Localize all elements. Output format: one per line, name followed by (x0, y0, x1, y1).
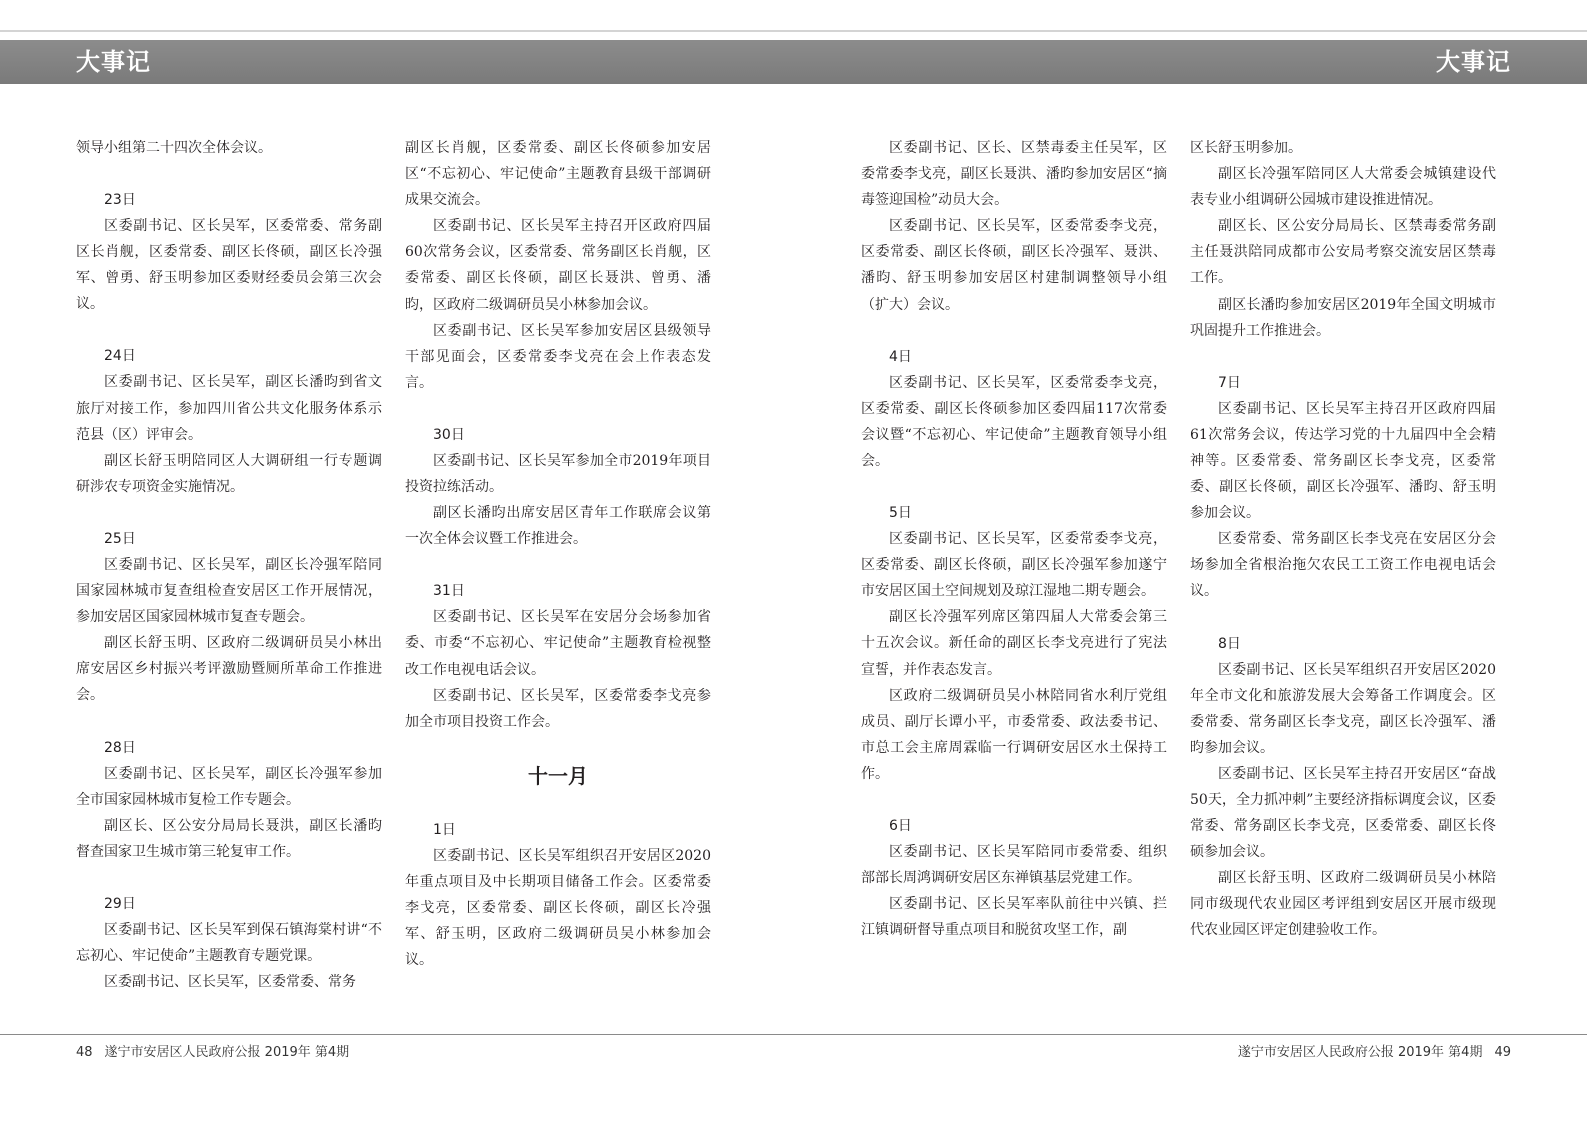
date-heading: 24日 (104, 348, 136, 365)
paragraph: 区政府二级调研员吴小林陪同省水利厅党组成员、副厅长谭小平，市委常委、政法委书记、市总工会主席周霖临一行调研安居区水土保持工作。 (861, 687, 1167, 782)
paragraph: 副区长舒玉明、区政府二级调研员吴小林陪同市级现代农业园区考评组到安居区开展市级现代农业园区评定创建验收工作。 (1190, 870, 1496, 939)
paragraph: 区委副书记、区长、区禁毒委主任吴军，区委常委李戈亮，副区长聂洪、潘昀参加安居区“摘毒签迎国检”动员大会。 (861, 140, 1167, 209)
date-heading: 6日 (889, 817, 912, 834)
date-heading: 29日 (104, 895, 136, 912)
paragraph: 区委副书记、区长吴军，区委常委、常务副区长肖舰，区委常委、副区长佟硕，副区长冷强军、曾勇、舒玉明参加区委财经委员会第三次会议。 (76, 218, 382, 313)
text-column-3 (861, 135, 1167, 943)
date-heading: 23日 (104, 192, 136, 209)
section-title-right: 大事记 (1436, 48, 1511, 76)
date-heading: 8日 (1218, 635, 1241, 652)
publication-info-right: 遂宁市安居区人民政府公报 2019年 第4期 (1237, 1045, 1483, 1060)
paragraph: 区委副书记、区长吴军参加安居区县级领导干部见面会，区委常委李戈亮在会上作表态发言。 (405, 322, 711, 391)
text-column-2 (405, 135, 711, 973)
paragraph: 区委副书记、区长吴军主持召开安居区“奋战50天，全力抓冲刺”主要经济指标调度会议，区委常委、常务副区长李戈亮，区委常委、副区长佟硕参加会议。 (1190, 765, 1496, 861)
date-heading: 30日 (433, 426, 465, 443)
paragraph: 领导小组第二十四次全体会议。 (76, 140, 272, 156)
paragraph: 副区长舒玉明、区政府二级调研员吴小林出席安居区乡村振兴考评激励暨厕所革命工作推进会。 (76, 635, 382, 704)
paragraph: 副区长、区公安分局局长、区禁毒委常务副主任聂洪陪同成都市公安局考察交流安居区禁毒工作。 (1190, 218, 1496, 287)
paragraph: 区委副书记、区长吴军陪同市委常委、组织部部长周鸿调研安居区东禅镇基层党建工作。 (861, 843, 1167, 887)
paragraph: 区委副书记、区长吴军组织召开安居区2020年重点项目及中长期项目储备工作会。区委常委李戈亮，区委常委、副区长佟硕，副区长冷强军、舒玉明，区政府二级调研员吴小林参加会议。 (405, 847, 711, 969)
paragraph: 副区长、区公安分局局长聂洪，副区长潘昀督查国家卫生城市第三轮复审工作。 (76, 817, 382, 860)
date-heading: 28日 (104, 739, 136, 756)
paragraph: 区委副书记、区长吴军，区委常委李戈亮参加全市项目投资工作会。 (405, 687, 711, 730)
footer-right (1238, 1041, 1511, 1060)
date-heading: 1日 (433, 821, 456, 838)
paragraph: 区委副书记、区长吴军，副区长冷强军陪同国家园林城市复查组检查安居区工作开展情况，参加安居区国家园林城市复查专题会。 (76, 556, 382, 626)
paragraph: 区委副书记、区长吴军，区委常委李戈亮，区委常委、副区长佟硕，副区长冷强军、聂洪、潘昀、舒玉明参加安居区村建制调整领导小组（扩大）会议。 (861, 218, 1167, 313)
text-column-4 (1190, 135, 1496, 944)
date-heading: 25日 (104, 530, 136, 547)
top-rule (0, 30, 1587, 32)
section-header-bar (0, 40, 1587, 84)
date-heading: 31日 (433, 583, 465, 600)
month-heading: 十一月 (528, 763, 588, 788)
paragraph: 区委副书记、区长吴军参加全市2019年项目投资拉练活动。 (405, 452, 711, 496)
paragraph: 区委副书记、区长吴军主持召开区政府四届60次常务会议，区委常委、常务副区长肖舰，区委常委、副区长佟硕，副区长聂洪、曾勇、潘昀，区政府二级调研员吴小林参加会议。 (405, 218, 711, 313)
date-heading: 4日 (889, 348, 912, 365)
paragraph: 区委副书记、区长吴军，区委常委、常务 (104, 974, 356, 991)
paragraph: 区委副书记、区长吴军，副区长潘昀到省文旅厅对接工作，参加四川省公共文化服务体系示范县（区）评审会。 (76, 374, 382, 443)
paragraph: 副区长冷强军陪同区人大常委会城镇建设代表专业小组调研公园城市建设推进情况。 (1190, 166, 1496, 209)
page-number-right: 49 (1494, 1045, 1511, 1060)
paragraph: 区委副书记、区长吴军在安居分会场参加省委、市委“不忘初心、牢记使命”主题教育检视整改工作电视电话会议。 (405, 609, 711, 678)
page-number-left: 48 (76, 1045, 93, 1060)
footer-left (76, 1041, 349, 1060)
paragraph: 区委副书记、区长吴军率队前往中兴镇、拦江镇调研督导重点项目和脱贫攻坚工作，副 (861, 896, 1167, 939)
paragraph: 副区长肖舰，区委常委、副区长佟硕参加安居区“不忘初心、牢记使命”主题教育县级干部调研成果交流会。 (405, 140, 711, 209)
paragraph: 副区长潘昀出席安居区青年工作联席会议第一次全体会议暨工作推进会。 (405, 505, 711, 548)
paragraph: 区委副书记、区长吴军主持召开区政府四届61次常务会议，传达学习党的十九届四中全会精神等。区委常委、常务副区长李戈亮，区委常委、副区长佟硕，副区长冷强军、潘昀、舒玉明参加会议。 (1190, 400, 1496, 522)
paragraph: 区委副书记、区长吴军，区委常委李戈亮，区委常委、副区长佟硕，副区长冷强军参加遂宁市安居区国土空间规划及琼江湿地二期专题会。 (861, 531, 1167, 600)
paragraph: 副区长舒玉明陪同区人大调研组一行专题调研涉农专项资金实施情况。 (76, 452, 382, 495)
paragraph: 区委副书记、区长吴军到保石镇海棠村讲“不忘初心、牢记使命”主题教育专题党课。 (76, 921, 382, 964)
paragraph: 副区长潘昀参加安居区2019年全国文明城市巩固提升工作推进会。 (1190, 296, 1496, 339)
paragraph: 区委常委、常务副区长李戈亮在安居区分会场参加全省根治拖欠农民工工资工作电视电话会议。 (1190, 531, 1496, 600)
text-column-1 (76, 135, 382, 995)
paragraph: 区委副书记、区长吴军组织召开安居区2020年全市文化和旅游发展大会筹备工作调度会。区委常委、常务副区长李戈亮，副区长冷强军、潘昀参加会议。 (1190, 661, 1496, 756)
date-heading: 7日 (1218, 374, 1241, 391)
date-heading: 5日 (889, 505, 912, 522)
bottom-rule (0, 1034, 1587, 1035)
section-title-left: 大事记 (76, 48, 151, 76)
paragraph: 区长舒玉明参加。 (1190, 140, 1302, 156)
publication-info-left: 遂宁市安居区人民政府公报 2019年 第4期 (104, 1045, 350, 1060)
paragraph: 副区长冷强军列席区第四届人大常委会第三十五次会议。新任命的副区长李戈亮进行了宪法宣誓，并作表态发言。 (861, 609, 1167, 678)
paragraph: 区委副书记、区长吴军，副区长冷强军参加全市国家园林城市复检工作专题会。 (76, 765, 382, 808)
paragraph: 区委副书记、区长吴军，区委常委李戈亮，区委常委、副区长佟硕参加区委四届117次常委会议暨“不忘初心、牢记使命”主题教育领导小组会。 (861, 374, 1167, 469)
